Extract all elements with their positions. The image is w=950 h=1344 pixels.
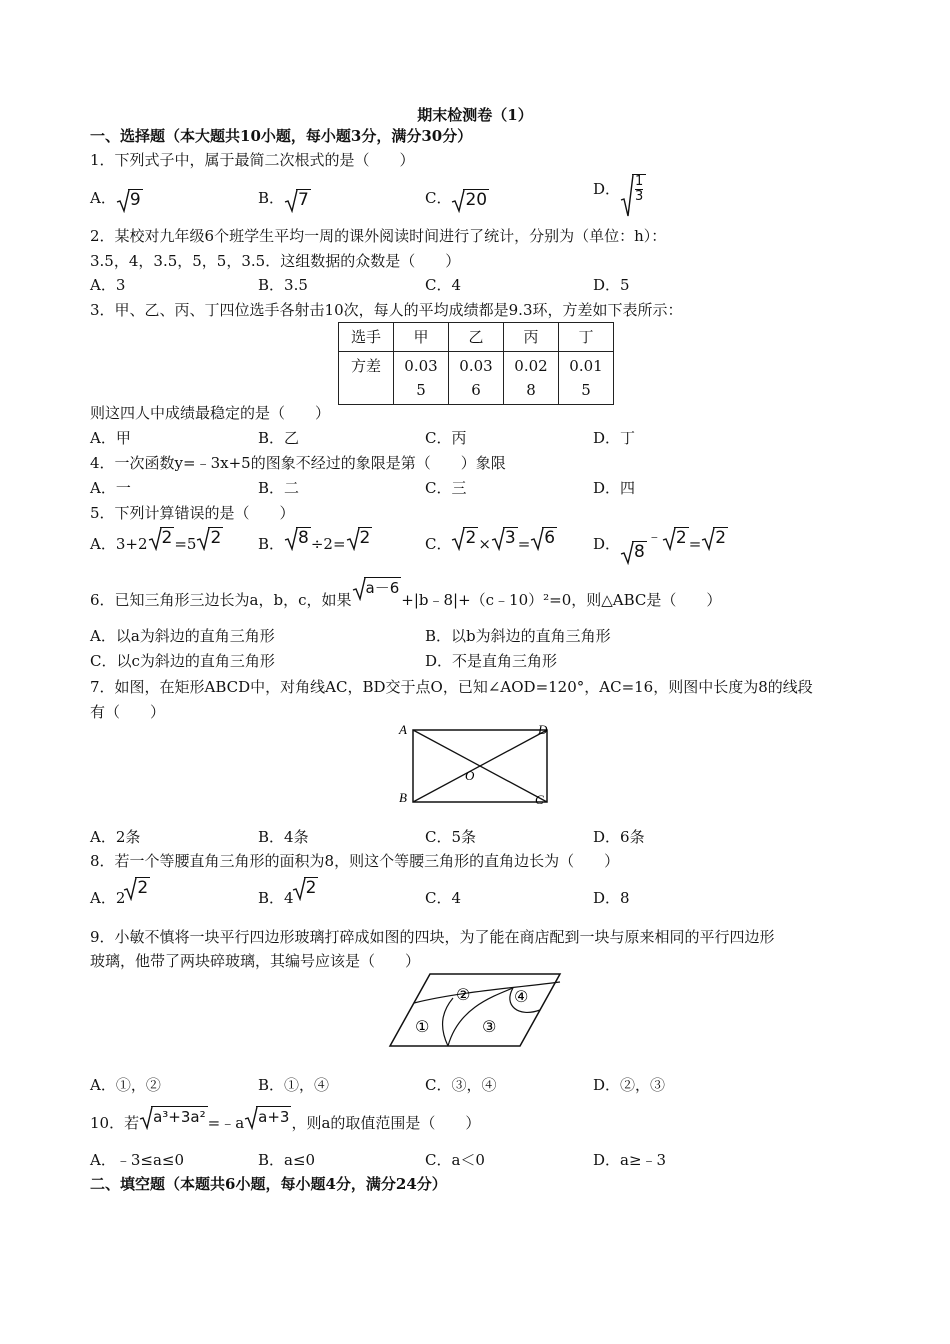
table-cell: 选手 bbox=[339, 323, 394, 352]
q8-option-d: D．8 bbox=[593, 889, 630, 907]
question-7-stem-line2: 有（ ） bbox=[90, 703, 166, 721]
table-cell: 丁 bbox=[559, 323, 614, 352]
q10-option-c: C．a＜0 bbox=[425, 1151, 485, 1169]
question-5-stem: 5．下列计算错误的是（ ） bbox=[90, 504, 295, 522]
q8-option-c: C．4 bbox=[425, 889, 462, 907]
q9-option-d: D．②，③ bbox=[593, 1076, 666, 1094]
q3-option-b: B．乙 bbox=[258, 429, 300, 447]
q10-option-a: A．﹣3≤a≤0 bbox=[90, 1151, 184, 1169]
q8-option-b: B．4 2 bbox=[258, 877, 317, 907]
q4-option-a: A．一 bbox=[90, 479, 131, 497]
table-row bbox=[339, 352, 614, 405]
q4-option-b: B．二 bbox=[258, 479, 300, 497]
q6-option-d: D．不是直角三角形 bbox=[425, 652, 558, 670]
table-cell: 甲 bbox=[394, 323, 449, 352]
question-2-stem-line1: 2．某校对九年级6个班学生平均一周的课外阅读时间进行了统计，分别为（单位：h）： bbox=[90, 227, 667, 245]
crack-line bbox=[443, 998, 453, 1046]
q3-option-d: D．丁 bbox=[593, 429, 636, 447]
table-cell: 丙 bbox=[504, 323, 559, 352]
question-3-stem: 3．甲、乙、丙、丁四位选手各射击10次，每人的平均成绩都是9.3环，方差如下表所示： bbox=[90, 301, 683, 319]
q2-option-a: A．3 bbox=[90, 276, 126, 294]
variance-table bbox=[338, 322, 614, 405]
q5-option-d: D． 8﹣ 2 = 2 bbox=[593, 527, 727, 562]
q1-option-d: D． $\frac{1}{3}$ bbox=[593, 174, 646, 204]
q2-option-c: C．4 bbox=[425, 276, 462, 294]
q10-option-d: D．a≥﹣3 bbox=[593, 1151, 667, 1169]
q5-option-a: A．3+2 2 =5 2 bbox=[90, 527, 222, 553]
table-cell: 0.03 5 bbox=[394, 352, 449, 405]
section-heading-fill-in: 二、填空题（本题共6小题，每小题4分，满分24分） bbox=[90, 1175, 447, 1193]
piece-label-2: ② bbox=[456, 985, 471, 1004]
q4-option-d: D．四 bbox=[593, 479, 636, 497]
q5-option-c: C． 2 × 3 = 6 bbox=[425, 527, 556, 553]
vertex-label-a: A bbox=[399, 722, 407, 737]
question-6-stem: 6．已知三角形三边长为a，b，c，如果 a－6+|b﹣8|+（c﹣10）²=0，则△ABC是（ ） bbox=[90, 578, 722, 609]
q8-option-a: A．2 2 bbox=[90, 877, 149, 907]
section-heading-choice: 一、选择题（本大题共10小题，每小题3分，满分30分） bbox=[90, 127, 473, 145]
question-1-stem: 1．下列式子中，属于最简二次根式的是（ ） bbox=[90, 151, 415, 169]
page-title: 期末检测卷（1） bbox=[417, 106, 533, 124]
vertex-label-c: C bbox=[535, 792, 544, 807]
q9-option-c: C．③，④ bbox=[425, 1076, 497, 1094]
q2-option-b: B．3.5 bbox=[258, 276, 308, 294]
q10-option-b: B．a≤0 bbox=[258, 1151, 316, 1169]
q1-option-a: A． 9 bbox=[90, 189, 141, 210]
question-7-stem-line1: 7．如图，在矩形ABCD中，对角线AC，BD交于点O，已知∠AOD=120°，AC=16，则图中长度为8的线段 bbox=[90, 678, 813, 696]
q5-option-b: B． 8 ÷2= 2 bbox=[258, 527, 371, 553]
parallelogram-figure bbox=[388, 970, 563, 1050]
q9-option-a: A．①，② bbox=[90, 1076, 161, 1094]
vertex-label-b: B bbox=[399, 790, 407, 805]
q7-option-c: C．5条 bbox=[425, 828, 477, 846]
table-cell: 方差 bbox=[339, 352, 394, 405]
table-cell: 0.01 5 bbox=[559, 352, 614, 405]
piece-label-4: ④ bbox=[514, 987, 529, 1006]
question-9-stem-line1: 9．小敏不慎将一块平行四边形玻璃打碎成如图的四块，为了能在商店配到一块与原来相同的平行四边形 bbox=[90, 928, 775, 946]
table-cell: 0.03 6 bbox=[449, 352, 504, 405]
question-9-stem-line2: 玻璃，他带了两块碎玻璃，其编号应该是（ ） bbox=[90, 952, 421, 970]
vertex-label-d: D bbox=[538, 722, 548, 737]
question-8-stem: 8．若一个等腰直角三角形的面积为8，则这个等腰三角形的直角边长为（ ） bbox=[90, 852, 620, 870]
q3-option-c: C．丙 bbox=[425, 429, 467, 447]
q2-option-d: D．5 bbox=[593, 276, 630, 294]
q1-option-c: C． 20 bbox=[425, 189, 488, 210]
q6-option-a: A．以a为斜边的直角三角形 bbox=[90, 627, 275, 645]
q7-option-b: B．4条 bbox=[258, 828, 309, 846]
q7-option-d: D．6条 bbox=[593, 828, 645, 846]
question-4-stem: 4．一次函数y=﹣3x+5的图象不经过的象限是第（ ）象限 bbox=[90, 454, 506, 472]
table-cell: 0.02 8 bbox=[504, 352, 559, 405]
q1-option-b: B． 7 bbox=[258, 189, 309, 210]
q7-option-a: A．2条 bbox=[90, 828, 141, 846]
question-2-stem-line2: 3.5，4，3.5，5，5，3.5．这组数据的众数是（ ） bbox=[90, 252, 461, 270]
piece-label-1: ① bbox=[415, 1017, 430, 1036]
q3-option-a: A．甲 bbox=[90, 429, 131, 447]
q4-option-c: C．三 bbox=[425, 479, 467, 497]
rectangle-figure bbox=[395, 718, 557, 808]
question-10-stem: 10．若 a³+3a² =﹣a a+3 ，则a的取值范围是（ ） bbox=[90, 1107, 481, 1132]
table-cell: 乙 bbox=[449, 323, 504, 352]
table-row bbox=[339, 323, 614, 352]
q6-option-c: C．以c为斜边的直角三角形 bbox=[90, 652, 275, 670]
q6-option-b: B．以b为斜边的直角三角形 bbox=[425, 627, 611, 645]
center-label-o: O bbox=[465, 768, 475, 783]
question-3-after-table: 则这四人中成绩最稳定的是（ ） bbox=[90, 404, 331, 422]
piece-label-3: ③ bbox=[482, 1017, 497, 1036]
q9-option-b: B．①，④ bbox=[258, 1076, 330, 1094]
